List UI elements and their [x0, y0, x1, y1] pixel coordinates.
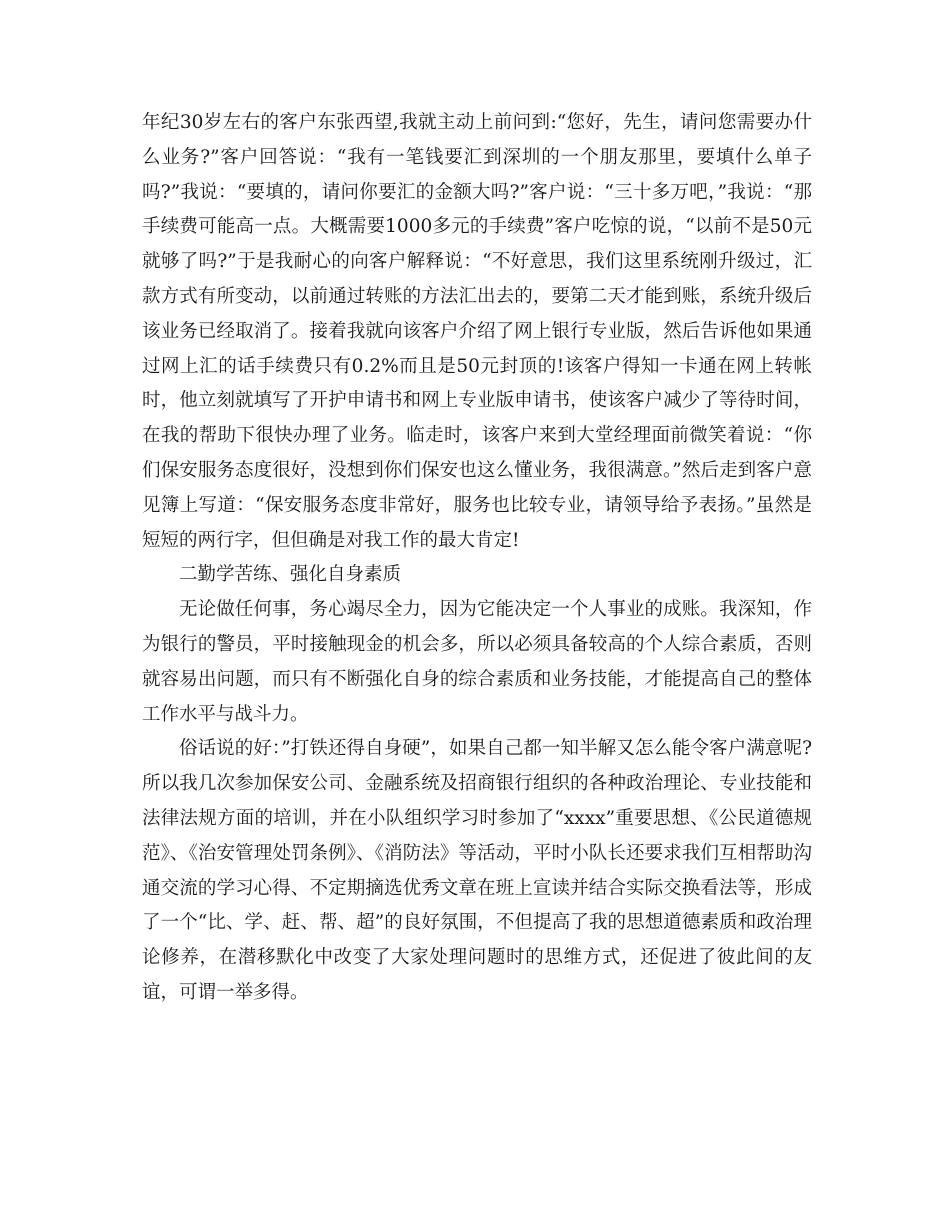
document-body — [142, 106, 812, 1011]
section-heading: 二勤学苦练、强化自身素质 — [179, 564, 402, 586]
paragraph-self-improvement: 无论做任何事，务心竭尽全力，因为它能决定一个人事业的成账。我深知，作为银行的警员，平时接触现金的机会多，所以必须具备较高的个人综合素质，否则就容易出问题，而只有不断强化自身的综合素质和业务技能，才能提高自己的整体工作水平与战斗力。 — [142, 599, 812, 725]
paragraph-customer-service: 年纪30岁左右的客户东张西望,我就主动上前问到:“您好，先生，请问您需要办什么业务?”客户回答说：“我有一笔钱要汇到深圳的一个朋友那里，要填什么单子吗?”我说：“要填的，请问你要汇的金额大吗?”客户说：“三十多万吧，”我说：“那手续费可能高一点。大概需要1000多元的手续费”客户吃惊的说，“以前不是50元就够了吗?”于是我耐心的向客户解释说：“不好意思，我们这里系统刚升级过，汇款方式有所变动，以前通过转账的方法汇出去的，要第二天才能到账，系统升级后该业务已经取消了。接着我就向该客户介绍了网上银行专业版，然后告诉他如果通过网上汇的话手续费只有0.2%而且是50元封顶的!该客户得知一卡通在网上转帐时，他立刻就填写了开护申请书和网上专业版申请书，使该客户减少了等待时间，在我的帮助下很快办理了业务。临走时，该客户来到大堂经理面前微笑着说：“你们保安服务态度很好，没想到你们保安也这么懂业务，我很满意。”然后走到客户意见簿上写道：“保安服务态度非常好，服务也比较专业，请领导给予表扬。”虽然是短短的两行字，但但确是对我工作的最大肯定! — [142, 112, 812, 551]
paragraph-training: 俗话说的好：”打铁还得自身硬”，如果自己都一知半解又怎么能令客户满意呢?所以我几次参加保安公司、金融系统及招商银行组织的各种政治理论、专业技能和法律法规方面的培训，并在小队组织学习时参加了“xxxx”重要思想、《公民道德规范》、《治安管理处罚条例》、《消防法》等活动，平时小队长还要求我们互相帮助沟通交流的学习心得、不定期摘选优秀文章在班上宣读并结合实际交换看法等，形成了一个“比、学、赶、帮、超”的良好氛围，不但提高了我的思想道德素质和政治理论修养，在潜移默化中改变了大家处理问题时的思维方式，还促进了彼此间的友谊，可谓一举多得。 — [142, 738, 812, 1003]
